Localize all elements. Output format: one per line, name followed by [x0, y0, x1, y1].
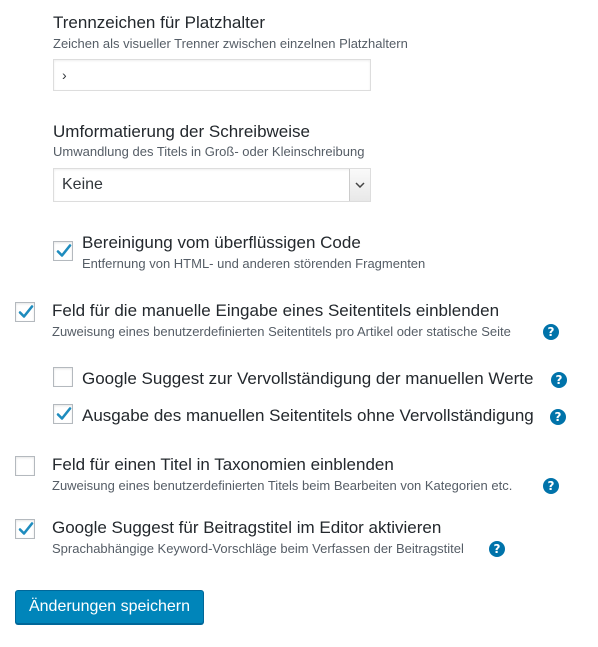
taxonomy-title-description: Zuweisung eines benutzerdefinierten Titels beim Bearbeiten von Kategorien etc. [52, 478, 513, 493]
save-button[interactable]: Änderungen speichern [15, 590, 204, 624]
google-suggest-editor-description: Sprachabhängige Keyword-Vorschläge beim Verfassen der Beitragstitel [52, 541, 464, 556]
cleanup-checkbox[interactable] [53, 241, 73, 261]
manual-title-description: Zuweisung eines benutzerdefinierten Seitentitels pro Artikel oder statische Seite [52, 324, 511, 339]
separator-description: Zeichen als visueller Trenner zwischen einzelnen Platzhaltern [53, 36, 408, 51]
taxonomy-title-label: Feld für einen Titel in Taxonomien einblenden [52, 455, 394, 474]
manual-no-completion-checkbox[interactable] [53, 404, 73, 424]
checkmark-icon [55, 242, 73, 260]
case-select[interactable] [53, 168, 371, 202]
google-suggest-editor-label: Google Suggest für Beitragstitel im Editor aktivieren [52, 518, 442, 537]
help-icon[interactable]: ? [543, 478, 559, 494]
dropdown-arrow-icon [349, 169, 370, 201]
case-label: Umformatierung der Schreibweise [53, 122, 310, 141]
manual-no-completion-label: Ausgabe des manuellen Seitentitels ohne Vervollständigung [82, 406, 534, 425]
separator-input[interactable]: › [53, 59, 371, 91]
cleanup-description: Entfernung von HTML- und anderen störenden Fragmenten [82, 256, 426, 271]
case-select-value: Keine [62, 176, 103, 193]
google-suggest-editor-checkbox[interactable] [15, 519, 35, 539]
checkmark-icon [17, 303, 35, 321]
google-suggest-manual-label: Google Suggest zur Vervollständigung der manuellen Werte [82, 369, 534, 388]
taxonomy-title-checkbox[interactable] [15, 456, 35, 476]
help-icon[interactable]: ? [551, 372, 567, 388]
google-suggest-manual-checkbox[interactable] [53, 367, 73, 387]
help-icon[interactable]: ? [489, 541, 505, 557]
separator-label: Trennzeichen für Platzhalter [53, 13, 265, 32]
manual-title-checkbox[interactable] [15, 302, 35, 322]
help-icon[interactable]: ? [543, 324, 559, 340]
checkmark-icon [17, 520, 35, 538]
cleanup-label: Bereinigung vom überflüssigen Code [82, 233, 361, 252]
case-description: Umwandlung des Titels in Groß- oder Kleinschreibung [53, 144, 365, 159]
manual-title-label: Feld für die manuelle Eingabe eines Seitentitels einblenden [52, 301, 500, 320]
help-icon[interactable]: ? [550, 409, 566, 425]
checkmark-icon [55, 405, 73, 423]
